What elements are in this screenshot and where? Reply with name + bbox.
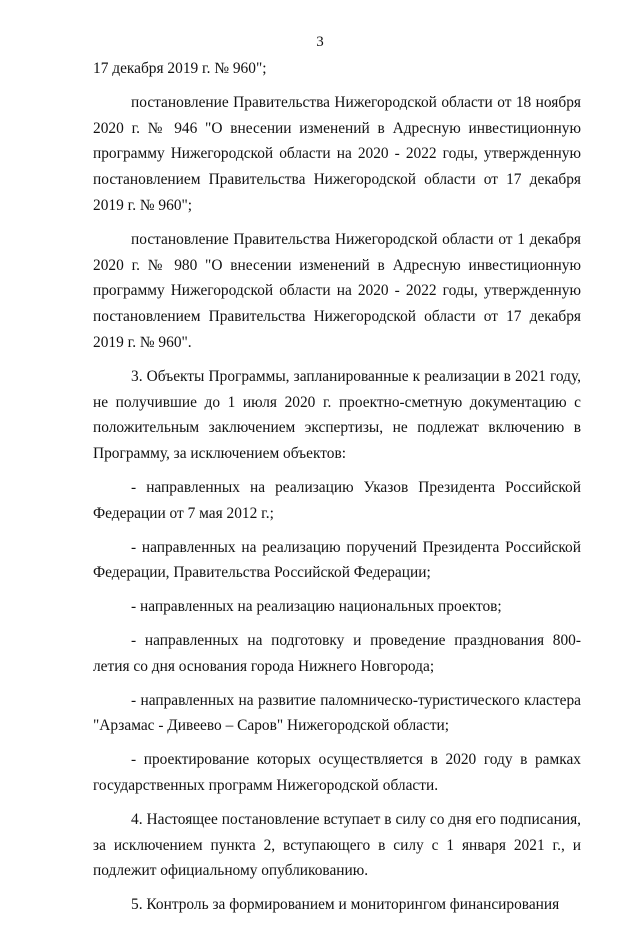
list-item-state-programs: - проектирование которых осуществляется в 2020 году в рамках государственных программ Нижегородской области. <box>93 751 581 794</box>
paragraph-item-5: 5. Контроль за формированием и мониторингом финансирования <box>131 896 560 914</box>
paragraph-continuation: 17 декабря 2019 г. № 960"; <box>93 60 267 77</box>
paragraph-item-3: 3. Объекты Программы, запланированные к реализации в 2021 году, не получившие до 1 июля 2020 г. проектно-сметную документацию с положительным заключением экспертизы, не подлежат включению в Программу, за исключением объектов: <box>93 367 581 463</box>
list-item-presidential-decrees: - направленных на реализацию Указов Президента Российской Федерации от 7 мая 2012 г.; <box>93 478 581 522</box>
page-number: 3 <box>316 34 324 50</box>
paragraph-item-4: 4. Настоящее постановление вступает в силу со дня его подписания, за исключением пункта 2, вступающего в силу с 1 января 2021 г., и подлежит официальному опубликованию. <box>93 810 581 880</box>
paragraph-resolution-980: постановление Правительства Нижегородской области от 1 декабря 2020 г. № 980 "О внесении изменений в Адресную инвестиционную программу Нижегородской области на 2020 - 2022 годы, утвержденную постановлением Правительства Нижегородской области от 17 декабря 2019 г. № 960". <box>93 230 581 351</box>
list-item-national-projects: - направленных на реализацию национальных проектов; <box>131 598 502 616</box>
list-item-president-instructions: - направленных на реализацию поручений Президента Российской Федерации, Правительства Российской Федерации; <box>93 538 581 582</box>
paragraph-resolution-946: постановление Правительства Нижегородской области от 18 ноября 2020 г. № 946 "О внесении изменений в Адресную инвестиционную программу Нижегородской области на 2020 - 2022 годы, утвержденную постановлением Правительства Нижегородской области от 17 декабря 2019 г. № 960"; <box>93 93 581 214</box>
document-body <box>93 56 581 926</box>
list-item-pilgrimage-cluster: - направленных на развитие паломническо-туристического кластера "Арзамас - Дивеево – Саров" Нижегородской области; <box>93 691 581 735</box>
list-item-800-anniversary: - направленных на подготовку и проведение празднования 800-летия со дня основания города Нижнего Новгорода; <box>93 631 581 675</box>
